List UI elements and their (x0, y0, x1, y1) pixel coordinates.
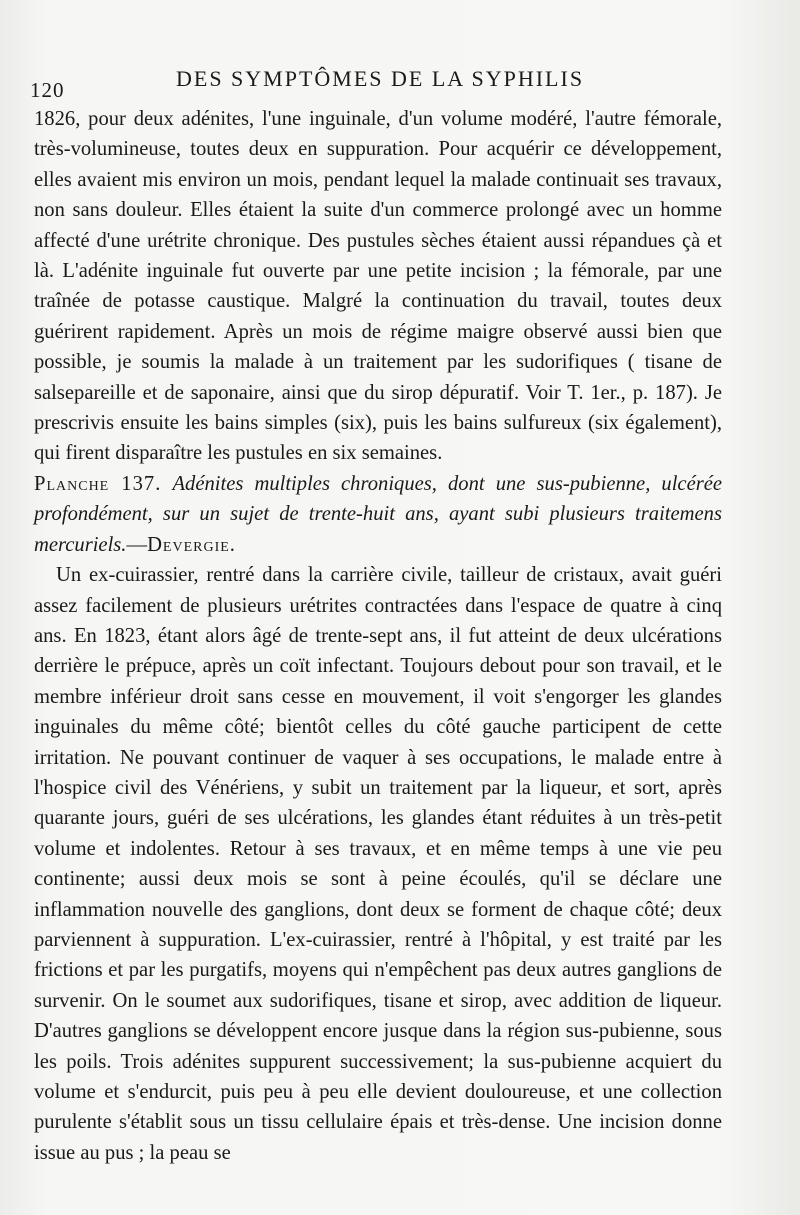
running-title: DES SYMPTÔMES DE LA SYPHILIS (176, 66, 585, 91)
plate-dash: — (126, 533, 148, 556)
plate-description: Adénites multiples chroniques, dont une sus-pubienne, ulcérée profondément, sur un sujet de trente-huit ans, ayant subi plusieurs traitemens mercuriels. (34, 472, 723, 556)
paragraph-case-continuation: 1826, pour deux adénites, l'une inguinale, d'un volume modéré, l'autre fémorale, très-volumineuse, toutes deux en suppuration. Pour acquérir ce développement, elles avaient mis environ un mois, pendant lequel la malade continuait ses travaux, non sans douleur. Elles étaient la suite d'un commerce prolongé avec un homme affecté d'une urétrite chronique. Des pustules sèches étaient aussi répandues çà et là. L'adénite inguinale fut ouverte par une petite incision ; la fémorale, par une traînée de potasse caustique. Malgré la continuation du travail, toutes deux guérirent rapidement. Après un mois de régime maigre observé aussi bien que possible, je soumis la malade à un traitement par les sudorifiques ( tisane de salsepareille et de saponaire, ainsi que du sirop dépuratif. Voir T. 1er., p. 187). Je prescrivis ensuite les bains simples (six), puis les bains sulfureux (six également), qui firent disparaître les pustules en six semaines. (34, 108, 722, 465)
page-number: 120 (30, 78, 65, 102)
page-header (30, 66, 740, 100)
plate-label: Planche 137. (34, 472, 162, 495)
plate-author: Devergie. (147, 533, 236, 556)
plate-caption (34, 469, 722, 560)
paragraph-case-description: Un ex-cuirassier, rentré dans la carrière civile, tailleur de cristaux, avait guéri assez facilement de plusieurs urétrites contractées dans l'espace de quatre à cinq ans. En 1823, étant alors âgé de trente-sept ans, il fut atteint de deux ulcérations derrière le prépuce, après un coït infectant. Toujours debout pour son travail, et le membre inférieur droit sans cesse en mouvement, il voit s'engorger les glandes inguinales du même côté; bientôt celles du côté gauche participent de cette irritation. Ne pouvant continuer de vaquer à ses occupations, le malade entre à l'hospice civil des Vénériens, y subit un traitement par la liqueur, et sort, après quarante jours, guéri de ses ulcérations, les glandes étant réduites à un très-petit volume et indolentes. Retour à ses travaux, et en même temps à une vie peu continente; aussi deux mois se sont à peine écoulés, qu'il se déclare une inflammation nouvelle des ganglions, dont deux se forment de chaque côté; deux parviennent à suppuration. L'ex-cuirassier, rentré à l'hôpital, y est traité par les frictions et par les purgatifs, moyens qui n'empêchent pas deux autres ganglions de survenir. On le soumet aux sudorifiques, tisane et sirop, avec addition de liqueur. D'autres ganglions se développent encore jusque dans la région sus-pubienne, sous les poils. Trois adénites suppurent successivement; la sus-pubienne acquiert du volume et s'endurcit, puis peu à peu elle devient douloureuse, et une collection purulente s'établit sous un tissu cellulaire épais et très-dense. Une incision donne issue au pus ; la peau se (34, 564, 722, 1164)
page-body (34, 104, 722, 1168)
